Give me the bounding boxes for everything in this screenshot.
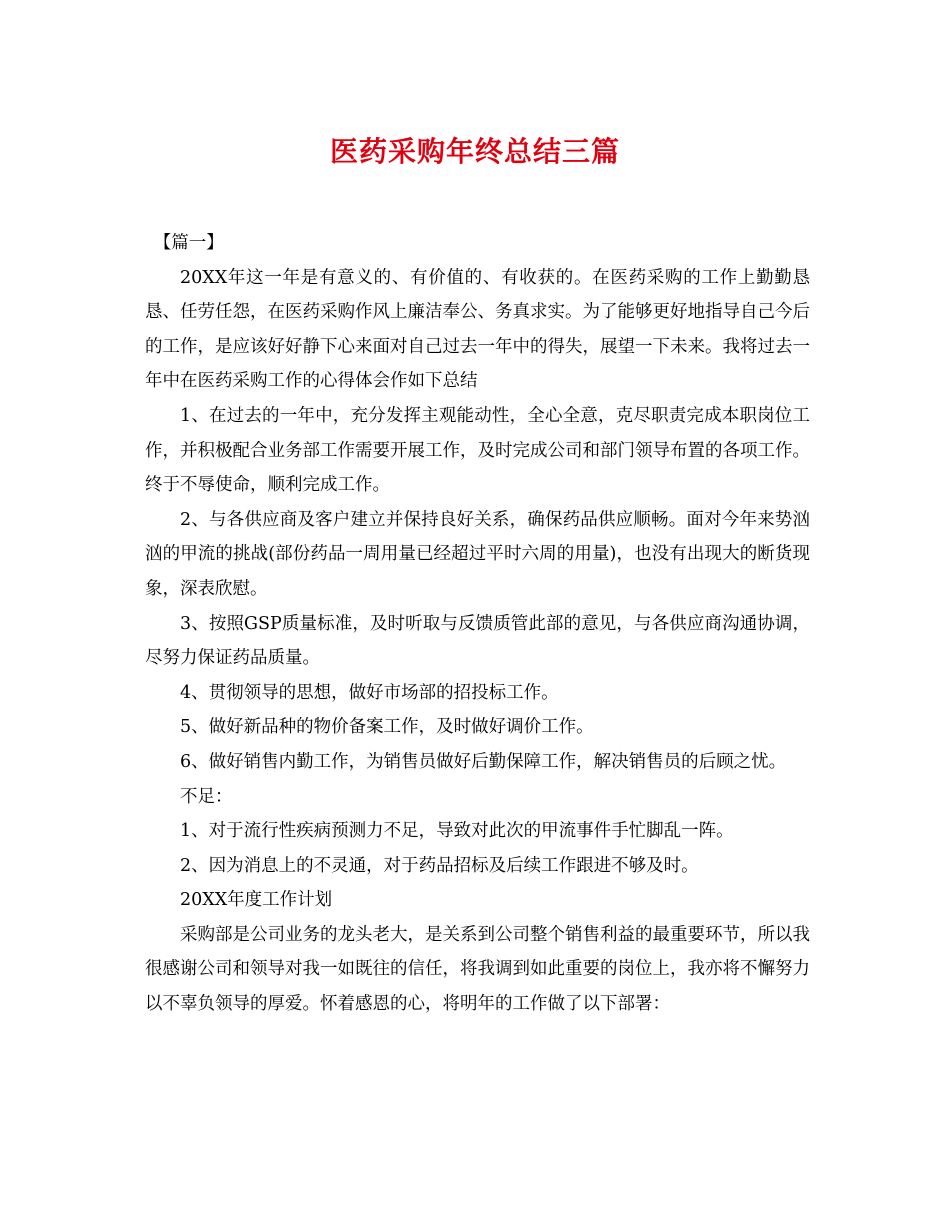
paragraph-shortcomings-heading: 不足： xyxy=(180,786,233,807)
paragraph-plan-intro: 采购部是公司业务的龙头老大，是关系到公司整个销售利益的最重要环节，所以我很感谢公司和领导对我一如既往的信任，将我调到如此重要的岗位上，我亦将不懈努力以不辜负领导的厚爱。怀着感恩的心，将明年的工作做了以下部署： xyxy=(145,924,810,1015)
paragraph-shortcoming-1: 1、对于流行性疾病预测力不足，导致对此次的甲流事件手忙脚乱一阵。 xyxy=(180,821,734,842)
paragraph-item-3: 3、按照GSP质量标准，及时听取与反馈质管此部的意见，与各供应商沟通协调，尽努力保证药品质量。 xyxy=(145,613,810,669)
paragraph-item-1: 1、在过去的一年中，充分发挥主观能动性，全心全意，克尽职责完成本职岗位工作，并积极配合业务部工作需要开展工作，及时完成公司和部门领导布置的各项工作。终于不辱使命，顺利完成工作。 xyxy=(145,405,810,496)
paragraph-item-4: 4、贯彻领导的思想，做好市场部的招投标工作。 xyxy=(180,682,559,703)
document-body xyxy=(145,226,810,1022)
paragraph-item-2: 2、与各供应商及客户建立并保持良好关系，确保药品供应顺畅。面对今年来势汹汹的甲流的挑战(部份药品一周用量已经超过平时六周的用量)，也没有出现大的断货现象，深表欣慰。 xyxy=(145,509,810,599)
paragraph-shortcoming-2: 2、因为消息上的不灵通，对于药品招标及后续工作跟进不够及时。 xyxy=(180,855,699,876)
paragraph-plan-heading: 20XX年度工作计划 xyxy=(180,890,333,911)
document-title: 医药采购年终总结三篇 xyxy=(329,135,620,168)
paragraph-item-5: 5、做好新品种的物价备案工作，及时做好调价工作。 xyxy=(180,717,594,738)
paragraph-intro: 20XX年这一年是有意义的、有价值的、有收获的。在医药采购的工作上勤勤恳恳、任劳任怨，在医药采购作风上廉洁奉公、务真求实。为了能够更好地指导自己今后的工作，是应该好好静下心来面对自己过去一年中的得失，展望一下未来。我将过去一年中在医药采购工作的心得体会作如下总结 xyxy=(145,267,810,392)
section-heading: 【篇一】 xyxy=(153,233,224,253)
paragraph-item-6: 6、做好销售内勤工作，为销售员做好后勤保障工作，解决销售员的后顾之忧。 xyxy=(180,751,787,772)
